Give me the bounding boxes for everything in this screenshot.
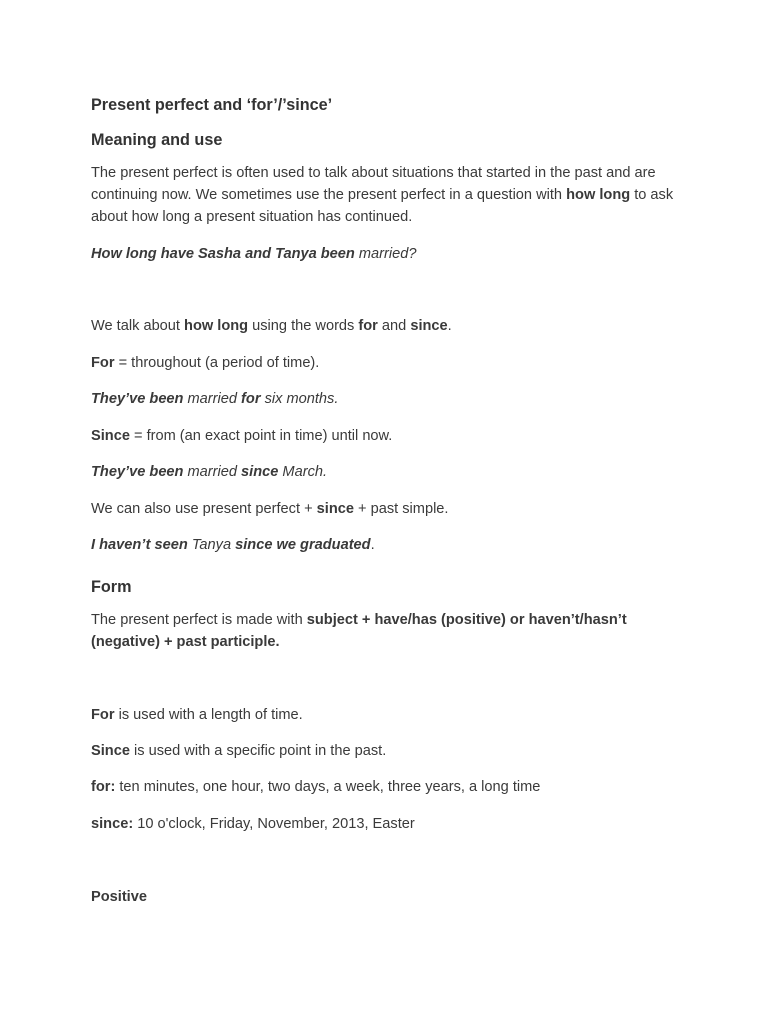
text-run: is used with a length of time.	[114, 707, 303, 723]
text-run: How long have Sasha and Tanya been	[91, 246, 355, 262]
text-run: We can also use present perfect +	[91, 501, 317, 517]
text-run: They’ve been	[91, 391, 184, 407]
text-run: = throughout (a period of time).	[114, 355, 320, 371]
paragraph-since-definition	[91, 425, 392, 447]
text-run: for	[241, 391, 261, 407]
text-run: since	[316, 501, 354, 517]
text-run: They’ve been	[91, 464, 184, 480]
text-run: We talk about	[91, 318, 185, 334]
text-run: For	[91, 355, 115, 371]
text-run: since:	[91, 816, 134, 832]
text-run: married	[183, 464, 242, 480]
paragraph-for-usage	[91, 704, 303, 726]
text-run: married?	[354, 246, 417, 262]
text-run: since	[410, 318, 448, 334]
text-run: since we graduated	[235, 537, 371, 553]
document-title: Present perfect and ‘for’/’since’	[91, 96, 333, 114]
example-for-six-months	[91, 388, 338, 410]
text-run: for:	[91, 779, 116, 795]
text-run: I haven’t seen	[91, 537, 188, 553]
example-since-graduated	[91, 534, 375, 556]
text-run: 10 o'clock, Friday, November, 2013, Easter	[133, 816, 415, 832]
text-run: March.	[278, 464, 328, 480]
text-run: The present perfect is often used to talk about situations that started in the past and are continuing now. We sometimes use the present perfect in a question with	[91, 165, 656, 203]
text-run: Tanya	[187, 537, 236, 553]
text-run: for	[358, 318, 378, 334]
example-since-march	[91, 461, 327, 483]
paragraph-for-definition	[91, 352, 319, 374]
text-run: For	[91, 707, 115, 723]
heading-form: Form	[91, 578, 132, 596]
text-run: is used with a specific point in the past.	[129, 743, 387, 759]
text-run: and	[377, 318, 411, 334]
heading-meaning-and-use: Meaning and use	[91, 131, 223, 149]
text-run: = from (an exact point in time) until now.	[129, 428, 393, 444]
paragraph-intro	[91, 162, 691, 228]
text-run: .	[447, 318, 452, 334]
text-run: married	[183, 391, 242, 407]
text-run: six months.	[260, 391, 339, 407]
paragraph-how-long-for-since	[91, 315, 452, 337]
text-run: how long	[566, 187, 631, 203]
text-run: subject + have/has (positive) or haven’t/hasn’t (negative) + past participle.	[91, 612, 627, 650]
text-run: ten minutes, one hour, two days, a week, three years, a long time	[115, 779, 541, 795]
text-run: how long	[184, 318, 249, 334]
text-run: Since	[91, 743, 130, 759]
paragraph-for-examples	[91, 776, 540, 798]
example-how-long	[91, 243, 416, 265]
text-run: The present perfect is made with	[91, 612, 307, 628]
paragraph-form-rule	[91, 609, 691, 653]
text-run: Since	[91, 428, 130, 444]
text-run: to ask about how long a present situation has continued.	[91, 187, 674, 225]
text-run: using the words	[248, 318, 359, 334]
paragraph-since-past-simple	[91, 498, 448, 520]
paragraph-since-usage	[91, 740, 386, 762]
heading-positive: Positive	[91, 889, 147, 905]
text-run: .	[370, 537, 375, 553]
text-run: since	[241, 464, 279, 480]
paragraph-since-examples	[91, 813, 415, 835]
text-run: + past simple.	[353, 501, 449, 517]
